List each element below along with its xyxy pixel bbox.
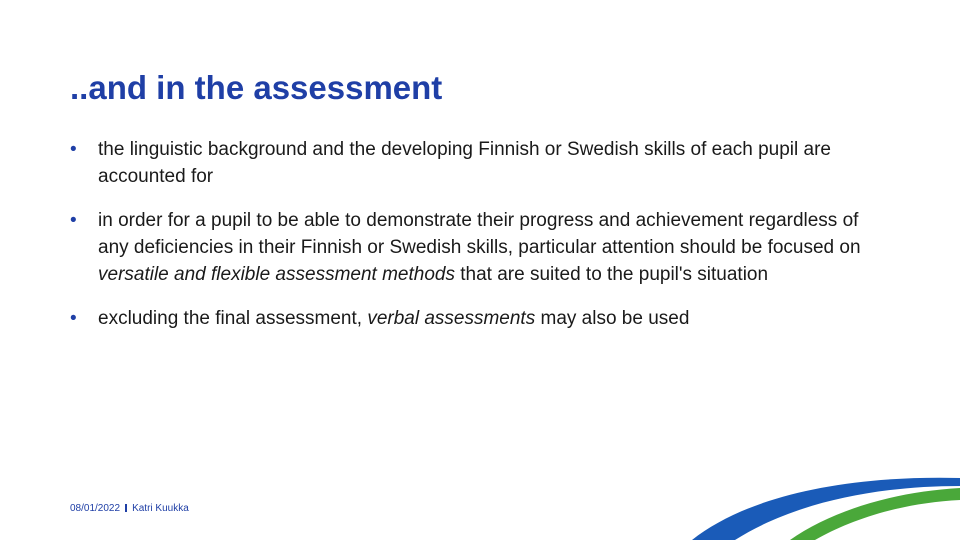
bullet-dot: • bbox=[70, 308, 77, 329]
bullet-emphasis: verbal assessments bbox=[367, 308, 536, 329]
slide-title: ..and in the assessment bbox=[70, 69, 443, 106]
footer-author: Katri Kuukka bbox=[132, 503, 189, 514]
bullet-text: may also be used bbox=[535, 308, 690, 329]
bullet-dot: • bbox=[70, 139, 77, 160]
bullet-emphasis: versatile and flexible assessment methods bbox=[98, 264, 455, 285]
bullet-text: excluding the final assessment, bbox=[98, 308, 368, 329]
footer-date: 08/01/2022 bbox=[70, 503, 121, 514]
bullet-dot: • bbox=[70, 210, 77, 231]
bullet-text: the linguistic background and the developing Finnish or Swedish skills of each pupil are accounted for bbox=[98, 139, 831, 187]
bullet-text: in order for a pupil to be able to demonstrate their progress and achievement regardless of any deficiencies in their Finnish or Swedish skills, particular attention should be focused on bbox=[98, 210, 861, 258]
bullet-text: that are suited to the pupil's situation bbox=[454, 264, 769, 285]
